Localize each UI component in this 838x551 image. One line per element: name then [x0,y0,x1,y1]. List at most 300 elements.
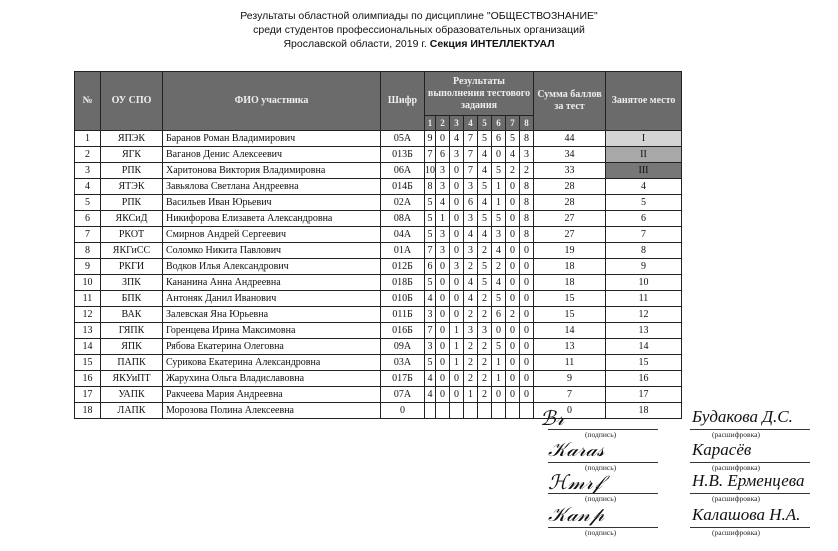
row-task-score: 2 [464,371,478,387]
row-task-score: 2 [478,355,492,371]
signature-decode: Карасёв [692,440,752,459]
row-code: 09А [381,339,425,355]
row-participant-name: Ракчеева Мария Андреевна [163,387,381,403]
row-number: 15 [75,355,101,371]
row-task-score: 0 [450,307,464,323]
row-task-score: 3 [436,163,450,179]
row-task-score: 1 [492,371,506,387]
row-task-score: 4 [506,147,520,163]
row-number: 2 [75,147,101,163]
row-task-score: 0 [436,371,450,387]
row-task-score: 4 [464,227,478,243]
row-task-score: 4 [425,371,436,387]
table-row [75,227,682,243]
row-task-score: 0 [520,323,534,339]
row-participant-name: Ваганов Денис Алексеевич [163,147,381,163]
row-task-score: 8 [425,179,436,195]
row-code: 0 [381,403,425,419]
row-task-score: 6 [425,259,436,275]
table-row [75,211,682,227]
row-code: 016Б [381,323,425,339]
row-task-score [478,403,492,419]
row-sum: 0 [534,403,606,419]
row-task-score: 0 [520,275,534,291]
row-task-score: 0 [506,259,520,275]
row-place: 5 [606,195,682,211]
row-task-score: 7 [464,163,478,179]
row-task-score: 0 [436,291,450,307]
row-participant-name: Рябова Екатерина Олеговна [163,339,381,355]
header-task-4: 4 [464,116,478,131]
table-row [75,403,682,419]
handwritten-signature: 𝒦𝒶𝓃𝓅 [548,504,605,526]
row-task-score: 0 [436,275,450,291]
row-task-score: 0 [450,387,464,403]
table-row [75,323,682,339]
row-task-score: 4 [492,243,506,259]
header-task-5: 5 [478,116,492,131]
row-task-score: 0 [436,131,450,147]
signature-caption: (подпись) [585,463,617,472]
row-task-score: 1 [492,195,506,211]
row-task-score: 4 [425,291,436,307]
row-task-score: 0 [520,307,534,323]
row-number: 18 [75,403,101,419]
row-code: 05А [381,131,425,147]
row-task-score: 6 [492,131,506,147]
row-participant-name: Смирнов Андрей Сергеевич [163,227,381,243]
table-row [75,275,682,291]
row-task-score: 4 [464,291,478,307]
row-place: 14 [606,339,682,355]
row-place: 16 [606,371,682,387]
row-task-score: 0 [506,275,520,291]
header-task-8: 8 [520,116,534,131]
row-participant-name: Соломко Никита Павлович [163,243,381,259]
row-task-score: 0 [492,147,506,163]
row-participant-name: Васильев Иван Юрьевич [163,195,381,211]
row-task-score: 2 [506,307,520,323]
row-task-score: 5 [492,339,506,355]
row-task-score: 5 [425,275,436,291]
signature-caption: (подпись) [585,494,617,503]
row-task-score: 5 [478,211,492,227]
row-task-score: 1 [492,179,506,195]
row-code: 012Б [381,259,425,275]
row-task-score: 0 [436,339,450,355]
row-participant-name: Водков Илья Александрович [163,259,381,275]
row-task-score: 0 [506,371,520,387]
row-task-score: 2 [478,291,492,307]
row-task-score: 0 [520,259,534,275]
row-place: 4 [606,179,682,195]
row-org: ЗПК [101,275,163,291]
row-code: 017Б [381,371,425,387]
row-task-score: 0 [506,339,520,355]
row-task-score: 0 [506,387,520,403]
row-task-score: 0 [436,307,450,323]
row-sum: 28 [534,195,606,211]
row-task-score [425,403,436,419]
row-task-score: 7 [425,323,436,339]
row-task-score [436,403,450,419]
row-task-score: 0 [436,259,450,275]
row-place: 17 [606,387,682,403]
row-sum: 44 [534,131,606,147]
row-number: 6 [75,211,101,227]
row-task-score: 1 [436,211,450,227]
row-task-score: 2 [464,307,478,323]
table-row [75,371,682,387]
row-task-score: 7 [464,131,478,147]
row-number: 13 [75,323,101,339]
row-task-score: 0 [450,163,464,179]
doc-title-line3-prefix: Ярославской области, 2019 г. [283,38,430,50]
row-sum: 18 [534,275,606,291]
header-org: ОУ СПО [101,72,163,131]
row-task-score: 0 [492,387,506,403]
row-task-score: 4 [478,227,492,243]
row-org: ЯПК [101,339,163,355]
row-sum: 19 [534,243,606,259]
row-task-score: 3 [436,179,450,195]
row-code: 03А [381,355,425,371]
row-task-score: 1 [450,323,464,339]
row-task-score: 0 [506,355,520,371]
header-sum: Сумма баллов за тест [534,72,606,131]
row-task-score: 4 [436,195,450,211]
row-code: 013Б [381,147,425,163]
row-task-score: 5 [492,163,506,179]
row-participant-name: Никифорова Елизавета Александровна [163,211,381,227]
row-task-score: 5 [478,259,492,275]
row-task-score: 4 [450,131,464,147]
row-task-score: 2 [478,307,492,323]
row-place: II [606,147,682,163]
row-task-score: 0 [506,323,520,339]
table-row [75,355,682,371]
row-task-score: 2 [478,387,492,403]
row-code: 018Б [381,275,425,291]
row-task-score: 7 [464,147,478,163]
doc-title-line3 [0,37,838,51]
row-number: 4 [75,179,101,195]
row-task-score: 6 [436,147,450,163]
table-row [75,259,682,275]
row-task-score: 0 [492,323,506,339]
header-results: Результаты выполнения тестового задания [425,72,534,116]
row-task-score: 8 [520,131,534,147]
row-place: 9 [606,259,682,275]
row-place: 8 [606,243,682,259]
row-task-score: 1 [464,387,478,403]
table-row [75,195,682,211]
row-org: ЯПЭК [101,131,163,147]
row-task-score: 3 [464,179,478,195]
row-task-score: 3 [450,259,464,275]
row-place: 18 [606,403,682,419]
row-task-score: 4 [478,195,492,211]
row-task-score: 7 [425,243,436,259]
row-participant-name: Антоняк Данил Иванович [163,291,381,307]
row-task-score: 2 [492,259,506,275]
row-code: 01А [381,243,425,259]
decode-caption: (расшифровка) [712,528,760,537]
row-task-score: 3 [492,227,506,243]
row-sum: 14 [534,323,606,339]
header-name: ФИО участника [163,72,381,131]
signature-decode: Калашова Н.А. [692,505,801,524]
row-task-score: 2 [464,355,478,371]
row-task-score: 10 [425,163,436,179]
row-task-score: 1 [492,355,506,371]
row-task-score: 5 [478,275,492,291]
row-sum: 7 [534,387,606,403]
row-participant-name: Завьялова Светлана Андреевна [163,179,381,195]
table-row [75,163,682,179]
row-task-score: 0 [520,387,534,403]
row-task-score: 0 [506,195,520,211]
signature-decode: Н.В. Ерменцева [692,471,805,490]
row-code: 010Б [381,291,425,307]
row-task-score: 0 [450,371,464,387]
decode-caption: (расшифровка) [712,430,760,439]
row-task-score: 0 [520,371,534,387]
row-task-score: 3 [464,211,478,227]
row-code: 07А [381,387,425,403]
row-task-score: 2 [506,163,520,179]
row-task-score: 3 [464,243,478,259]
row-org: ЯКГиСС [101,243,163,259]
row-task-score: 0 [506,227,520,243]
row-org: РКОТ [101,227,163,243]
row-sum: 15 [534,291,606,307]
row-task-score: 5 [425,195,436,211]
row-place: 13 [606,323,682,339]
row-task-score: 3 [450,147,464,163]
row-task-score: 3 [436,243,450,259]
row-task-score [464,403,478,419]
row-task-score: 0 [520,291,534,307]
row-org: ЯТЭК [101,179,163,195]
row-task-score: 2 [478,339,492,355]
row-participant-name: Горенцева Ирина Максимовна [163,323,381,339]
row-task-score: 0 [506,211,520,227]
row-task-score: 0 [450,211,464,227]
table-row [75,307,682,323]
row-number: 9 [75,259,101,275]
row-task-score: 0 [520,355,534,371]
table-row [75,131,682,147]
row-task-score: 3 [425,307,436,323]
header-task-7: 7 [506,116,520,131]
doc-title-line2: среди студентов профессиональных образовательных организаций [253,24,585,36]
results-table [74,71,682,419]
row-participant-name: Баранов Роман Владимирович [163,131,381,147]
row-sum: 33 [534,163,606,179]
row-code: 02А [381,195,425,211]
row-participant-name: Морозова Полина Алексеевна [163,403,381,419]
row-task-score: 0 [506,179,520,195]
row-place: 6 [606,211,682,227]
handwritten-signature: ℋ𝓂𝓇𝒻 [548,472,603,494]
handwritten-signature: 𝒦𝒶𝓇𝒶𝓈 [548,439,605,461]
row-sum: 11 [534,355,606,371]
row-participant-name: Сурикова Екатерина Александровна [163,355,381,371]
row-task-score [520,403,534,419]
row-org: ЯГК [101,147,163,163]
row-sum: 27 [534,211,606,227]
row-task-score: 0 [436,387,450,403]
row-participant-name: Жарухина Ольга Владиславовна [163,371,381,387]
row-task-score: 4 [478,147,492,163]
row-number: 12 [75,307,101,323]
row-place: 12 [606,307,682,323]
row-task-score: 0 [436,355,450,371]
row-task-score: 5 [478,131,492,147]
row-org: ПАПК [101,355,163,371]
row-code: 06А [381,163,425,179]
row-place: I [606,131,682,147]
row-task-score: 0 [450,195,464,211]
table-row [75,179,682,195]
row-number: 14 [75,339,101,355]
row-task-score: 9 [425,131,436,147]
handwritten-signature: ℬ𝓇 [540,408,565,430]
row-task-score: 3 [425,339,436,355]
row-task-score: 8 [520,195,534,211]
row-task-score: 0 [506,291,520,307]
row-task-score: 2 [464,259,478,275]
row-participant-name: Кананина Анна Андреевна [163,275,381,291]
row-place: 7 [606,227,682,243]
row-number: 5 [75,195,101,211]
row-task-score: 2 [464,339,478,355]
row-task-score: 2 [478,371,492,387]
row-code: 014Б [381,179,425,195]
row-task-score: 8 [520,211,534,227]
row-task-score: 4 [492,275,506,291]
row-code: 08А [381,211,425,227]
row-task-score: 8 [520,227,534,243]
table-row [75,291,682,307]
row-org: ЯКУиПТ [101,371,163,387]
header-task-3: 3 [450,116,464,131]
row-task-score: 5 [425,355,436,371]
row-task-score: 0 [450,275,464,291]
row-task-score: 2 [478,243,492,259]
row-task-score [450,403,464,419]
row-org: ЛАПК [101,403,163,419]
row-participant-name: Харитонова Виктория Владимировна [163,163,381,179]
row-task-score: 1 [450,355,464,371]
header-task-2: 2 [436,116,450,131]
row-number: 17 [75,387,101,403]
header-task-1: 1 [425,116,436,131]
row-org: ЯКСиД [101,211,163,227]
row-org: РПК [101,195,163,211]
row-task-score: 3 [478,323,492,339]
header-place: Занятое место [606,72,682,131]
row-number: 7 [75,227,101,243]
table-row [75,243,682,259]
row-number: 11 [75,291,101,307]
row-sum: 18 [534,259,606,275]
row-sum: 15 [534,307,606,323]
header-task-6: 6 [492,116,506,131]
row-task-score: 6 [464,195,478,211]
row-sum: 9 [534,371,606,387]
row-org: ВАК [101,307,163,323]
row-task-score: 1 [450,339,464,355]
table-row [75,147,682,163]
row-task-score: 5 [478,179,492,195]
doc-title-line1: Результаты областной олимпиады по дисциплине "ОБЩЕСТВОЗНАНИЕ" [240,10,598,22]
row-code: 011Б [381,307,425,323]
row-org: РКГИ [101,259,163,275]
row-task-score: 7 [425,147,436,163]
row-task-score: 0 [450,179,464,195]
row-task-score: 0 [506,243,520,259]
table-row [75,339,682,355]
row-task-score: 5 [425,227,436,243]
decode-caption: (расшифровка) [712,463,760,472]
row-task-score: 5 [506,131,520,147]
row-org: РПК [101,163,163,179]
row-task-score: 5 [425,211,436,227]
row-number: 16 [75,371,101,387]
row-participant-name: Залевская Яна Юрьевна [163,307,381,323]
row-task-score: 8 [520,179,534,195]
signature-decode: Будакова Д.С. [692,407,793,426]
row-task-score: 0 [520,243,534,259]
row-place: 15 [606,355,682,371]
row-task-score: 4 [464,275,478,291]
row-org: БПК [101,291,163,307]
row-task-score: 4 [425,387,436,403]
row-task-score: 5 [492,291,506,307]
row-sum: 34 [534,147,606,163]
row-sum: 27 [534,227,606,243]
row-task-score: 3 [436,227,450,243]
row-org: ГЯПК [101,323,163,339]
row-task-score: 0 [450,243,464,259]
row-task-score [506,403,520,419]
row-task-score: 0 [436,323,450,339]
row-task-score: 0 [520,339,534,355]
signature-caption: (подпись) [585,528,617,537]
row-task-score: 0 [450,227,464,243]
row-task-score: 0 [450,291,464,307]
table-row [75,387,682,403]
header-code: Шифр [381,72,425,131]
row-number: 1 [75,131,101,147]
row-task-score: 4 [478,163,492,179]
row-sum: 13 [534,339,606,355]
decode-caption: (расшифровка) [712,494,760,503]
row-org: УАПК [101,387,163,403]
row-sum: 28 [534,179,606,195]
row-number: 10 [75,275,101,291]
row-place: 11 [606,291,682,307]
row-place: 10 [606,275,682,291]
row-place: III [606,163,682,179]
row-number: 8 [75,243,101,259]
signature-caption: (подпись) [585,430,617,439]
doc-title-section: Секция ИНТЕЛЛЕКТУАЛ [429,38,555,50]
header-num: № [75,72,101,131]
row-code: 04А [381,227,425,243]
